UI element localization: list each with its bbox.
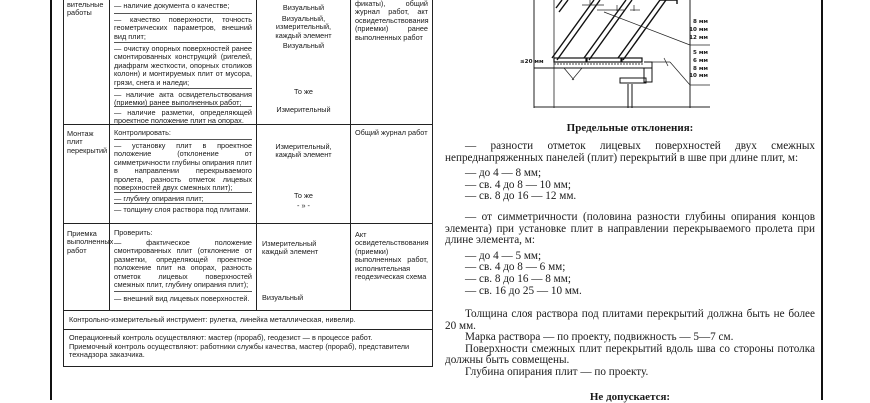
- acceptance-control-text: Приемочный контроль осуществляют: работники службы качества, мастер (прораб), представители технадзора заказчика.: [69, 341, 410, 360]
- control-intro: Контролировать:: [114, 128, 171, 137]
- controlled-items-cell: [109, 0, 256, 124]
- control-item: — толщину слоя раствора под плитами.: [114, 205, 251, 214]
- control-intro: Проверить:: [114, 228, 153, 237]
- table-row-mounting: [63, 124, 433, 224]
- slab-joint-diagram: [520, 0, 712, 108]
- limit-deviations-heading: Предельные отклонения:: [566, 122, 694, 134]
- list-item: — св. 16 до 25 — 10 мм.: [465, 284, 582, 297]
- documentation-text: фикаты), общий журнал работ, акт освидетельствования (приемки) ранее выполненных работ: [355, 0, 429, 42]
- seam-thickness-label: ≤20 мм: [520, 59, 544, 65]
- documentation-text: Акт освидетельствования (приемки) выполненных работ, исполнительная геодезическая схема: [355, 230, 429, 282]
- requirement-paragraph: Марка раствора — по проекту, подвижность — 5—7 см.: [465, 331, 734, 344]
- controlled-items-cell: [109, 223, 256, 310]
- method-text: То же: [294, 87, 313, 96]
- stage-cell: [63, 0, 109, 124]
- tolerance-value: 8 мм: [693, 65, 708, 72]
- control-note-row: [63, 330, 433, 367]
- method-cell: [256, 124, 350, 223]
- instruments-text: Контрольно-измерительный инструмент: рулетка, линейка металлическая, нивелир.: [69, 315, 356, 324]
- not-allowed-heading: Не допускается:: [589, 391, 671, 403]
- method-text: Визуальный: [262, 293, 304, 302]
- list-item: — до 4 — 8 мм;: [465, 167, 542, 180]
- list-item: — св. 8 до 16 — 12 мм.: [465, 190, 577, 203]
- documentation-cell: [350, 124, 433, 223]
- tolerance-value: 10 мм: [689, 73, 708, 80]
- method-text: Измерительный каждый элемент: [262, 239, 319, 257]
- operational-control-text: Операционный контроль осуществляют: мастер (прораб), геодезист — в процессе работ.: [69, 333, 373, 342]
- control-item: — наличие акта освидетельствования (приемки) ранее выполненных работ;: [114, 90, 252, 108]
- method-text: Визуальный, измерительный, каждый элемент: [275, 14, 332, 40]
- requirements-block: [445, 309, 815, 379]
- symmetry-deviation-paragraph: — от симметричности (половина разности глубины опирания концов элемента) при установке плит в направлении перекрываемого пролета при длине элемента, м:: [445, 211, 815, 247]
- list-item: — до 4 — 5 мм;: [465, 249, 542, 262]
- requirement-paragraph: Глубина опирания плит — по проекту.: [465, 365, 649, 378]
- stage-cell: [63, 124, 109, 223]
- seam-deviation-paragraph: — разности отметок лицевых поверхностей двух смежных непреднапряженных панелей (плит) перекрытий в шве при длине плит, м:: [445, 140, 815, 164]
- stage-label: вительные работы: [67, 0, 104, 18]
- method-text: То же: [294, 191, 313, 200]
- method-text: Визуальный: [282, 3, 325, 12]
- requirement-paragraph: Поверхности смежных плит перекрытий вдоль шва со стороны потолка должны быть совмещены.: [445, 342, 815, 367]
- tolerance-group-seam: [680, 19, 708, 42]
- tolerance-value: 10 мм: [689, 26, 708, 33]
- tolerance-value: 6 мм: [693, 57, 708, 64]
- page-border-right: [821, 0, 823, 400]
- table-row-acceptance: [63, 223, 433, 311]
- control-item: — наличие разметки, определяющей проектное положение плит на опорах.: [114, 108, 252, 126]
- page-border-left: [50, 0, 52, 400]
- list-item: — св. 4 до 8 — 10 мм;: [465, 178, 571, 191]
- symmetry-deviation-block: [445, 212, 815, 297]
- method-text: Измерительный, каждый элемент: [275, 142, 332, 160]
- stage-label: Монтаж плит перекрытий: [67, 129, 108, 155]
- tolerance-value: 8 мм: [693, 19, 708, 25]
- control-item: — глубину опирания плит;: [114, 192, 252, 203]
- list-item: — св. 4 до 8 — 6 мм;: [465, 261, 566, 274]
- control-item: — установку плит в проектное положение (отклонение от симметричности глубины опирания плит в направлении перекрываемого пролета, разность отметок лицевых поверхностей двух смежных плит);: [114, 141, 252, 193]
- control-item: — фактическое положение смонтированных плит (отклонение от разметки, определяющей проектное положение плит на опорах, разность отметок лицевых поверхностей смежных плит, глубину опирания плит);: [114, 238, 252, 290]
- method-cell: [256, 0, 350, 124]
- stage-label: Приемка выполненных работ: [67, 229, 114, 255]
- method-text: Визуальный: [282, 41, 325, 50]
- seam-deviation-block: [445, 141, 815, 203]
- controlled-items-cell: [109, 124, 256, 223]
- documentation-text: Общий журнал работ: [355, 128, 428, 137]
- control-item: — наличие документа о качестве;: [114, 1, 230, 10]
- control-item: — очистку опорных поверхностей ранее смонтированных конструкций (ригелей, диафрагм жесткости, опорных столиков колонн) и монтируемых плит от мусора, грязи, снега и наледи;: [114, 44, 252, 87]
- method-text: - » -: [297, 201, 310, 210]
- method-cell: [256, 223, 350, 310]
- instruments-row: [63, 310, 433, 330]
- tolerance-group-symmetry: [680, 50, 708, 81]
- method-text: Измерительный: [276, 105, 331, 114]
- documentation-cell: [350, 223, 433, 310]
- requirement-paragraph: Толщина слоя раствора под плитами перекрытий должна быть не более 20 мм.: [445, 308, 815, 332]
- documentation-cell: [350, 0, 433, 124]
- table-row-preparatory: [63, 0, 433, 125]
- list-item: — св. 8 до 16 — 8 мм;: [465, 272, 571, 285]
- control-item: — внешний вид лицевых поверхностей.: [114, 291, 252, 303]
- tolerance-value: 5 мм: [693, 50, 708, 56]
- control-item: — качество поверхности, точность геометрических параметров, внешний вид плит;: [114, 15, 252, 41]
- stage-cell: [63, 223, 114, 310]
- tolerance-value: 12 мм: [689, 34, 708, 41]
